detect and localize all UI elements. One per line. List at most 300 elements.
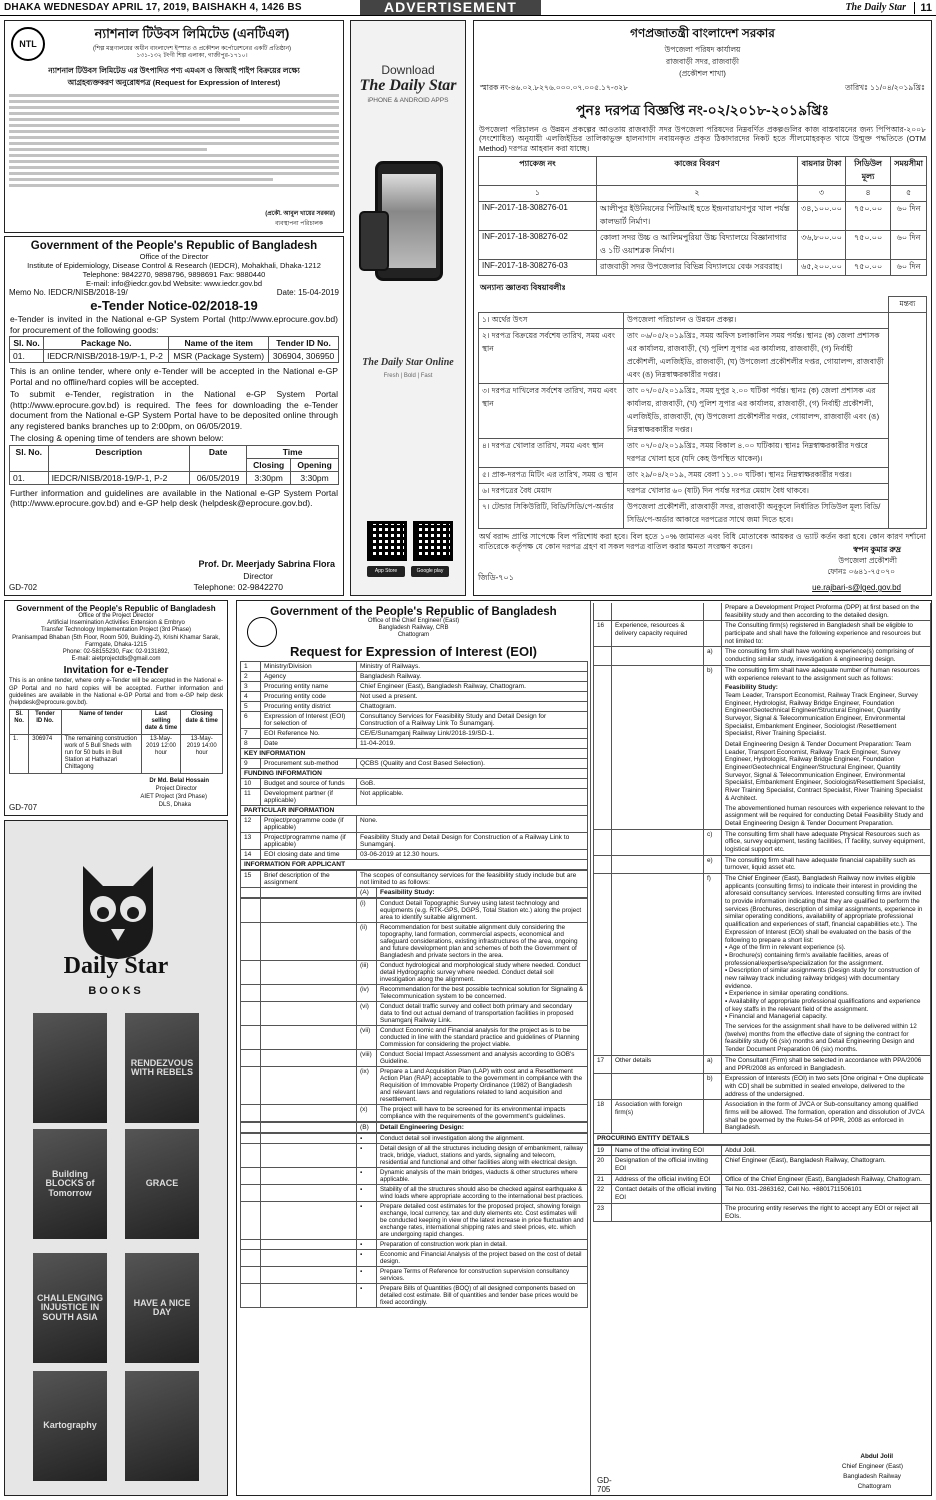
table-cell: Feasibility Study and Detail Design for Construction of a Railway Link to Sunamganj.	[357, 832, 588, 849]
ntl-signer-role: ব্যবস্থাপনা পরিচালক	[275, 220, 323, 227]
lged-intro: উপজেলা পরিচালন ও উন্নয়ন প্রকল্পের আওতায় রাজবাড়ী সদর উপজেলা পরিষদের নিম্নবর্ণিত প্রকল্পগুলির কাজ বাস্তবায়নের জন্য পিপিআর-২০০৮ (সংশোধিত) অনুযায়ী এলজিইডির তালিকাভুক্ত হালনাগাদ নবায়নকৃত প্রকৃত ঠিকাদারদের নিকট হতে সীলমোহরকৃত খামে উন্মুক্ত পদ্ধতিতে (OTM Method) দরপত্র আহবান করা যাচ্ছে।	[479, 125, 926, 153]
railway-eoi-ad: Government of the People's Republic of Bangladesh Office of the Chief Engineer (East) Bangladesh Railway, CRB Chattogram Request for Expression of Interest (EOI) 1 Ministry/Division Ministry of Railways. 2 Agency Bangladesh Railway. 3 Procuring entity name Chief Engineer (East), Bangladesh Railway, Chattogram. 4 Procuring entity code Not used a present. 5 Procuring entity district Chattogram. 6 Expression of Interest (EOI) for selection of Consultancy Services for Feasibility Study and Detail Design for Construction of a Railway Link To Sunamganj. 7 EOI Reference No. CE/E/Sunamganj Railway Link/2018-19/SD-1. 8 Date 11-04-2019. KEY INFORMATION 9 Procurement sub-method QCBS (Quality and Cost Based Selection). FUNDING INFORMATION 10 Budget and source of funds GoB. 11 Development partner (if applicable) Not applicable. PARTICULAR INFORMATION 12 Project/programme code (if applicable) None. 13 Project/programme name (if applicable) Feasibility Study and Detail Design for Construction of a Railway Link to Sunamganj. 14 EOI closing date and time 03-06-2019 at 12.30 hours. INFORMATION FOR APPLICANT 15 Brief description of the assignment The scopes of consultancy services for the feasibility study include but are not limited to as follows: (A) Feasibility Study: (i) Conduct Detail Topographic Survey using latest technology and equipments (e.g. RTK-GPS, DGPS, Total Station etc.) along the project area to identify suitable alignment. (ii) Recommendation for best suitable alignment duly considering the topography, land formation, commercial aspects, economical and safeguard considerations, existing infrastructures of the area, ongoing and future development plan and schemes of both the Government of Bangladesh and private sectors in the area. (iii) Conduct hydrological and morphological study where needed. Conduct detail Hydrographic survey where needed. Conduct detail soil investigation along the alignment. (iv) Recommendation for the best possible technical solution for Signaling & Telecommunication system to be concerned. (vi) Conduct detail traffic survey and collect both primary and secondary data to find out actual demand of transportation facilities in proposed Sunamganj Railway Link. (vii) Conduct Economic and Financial analysis for the project as is to be conducted in line with the standard practice and guidelines of Planning Commission for considering the project viable. (viii) Conduct Social Impact Assessment and analysis according to GOB's Guideline. (ix) Prepare a Land Acquisition Plan (LAP) with cost and a Resettlement Action Plan (RAP) acceptable to the government in compliance with the Requisition of Immovable Property Ordinance (1982) of Bangladesh and relevant laws and regulations related to land acquisition and resettlement. (x) The project will have to be screened for its environmental impacts compliance with the requirements of the government's guidelines. (B) Detail Engineering Design: ▪ Conduct detail soil investigation along the alignment. ▪ Detail design of all the structures including design of embankment, railway track, bridge, viaduct, stations and yards, signaling and telecom, residential and functional and other facilities along with electrical design. ▪ Dynamic analysis of the main bridges, viaducts & other structures where applicable. ▪ Stability of all the structures should also be checked against earthquake & wind loads where appropriate according to the international best practices. ▪ Prepare detailed cost estimates for the proposed project, showing foreign exchange, local currency, tax and duty elements etc. Cost estimates will be conducted keeping in view of the latest increase in price fluctuation and exchange rates, international shipping rates and steel prices, etc. which are undergoing rapid changes. ▪ Preparation of construction work plan in detail. ▪ Economic and Financial Analysis of the project based on the cost of detail design. ▪ Prepare Terms of Reference for construction supervision consultancy services. ▪ Prepare Bills of Quantities (BOQ) of all designed components based on detailed cost estimate. Bill of quantities and tender base prices would be fixed accordingly. GD-705 Prepare a Development Project Proforma (DPP) at first based on the feasibility study and then according to the detailed design. 16 Experience, resources & delivery capacity required The Consulting firm(s) registered in Bangladesh shall be eligible to participate and shall have the following experience and resources but not limited to: a) The consulting firm shall have working experience(s) comprising of conducting similar study, investigation & engineering design. b) The consulting firm shall have adequate number of human resources with experience relevant to the assignment such as follows: Feasibility Study: Team Leader, Transport Economist, Railway Track Engineer, Survey Engineer, Hydrologist, Railway Bridge Engineer, Foundation Engineer/Geotechnical Engineer/Structural Engineer, Quantity Surveyor, Signal & Telecommunication Engineer, Environmental Specialist, Embankment Engineer, Sociologist /Resettlement Specialist, River Training Specialist. Detail Engineering Design & Tender Document Preparation: Team Leader, Transport Economist, Railway Track Engineer, Survey Engineer, Hydrologist, Railway Bridge Engineer, Foundation Engineer/Geotechnical Engineer/Structural Engineer, Quantity Surveyor, Signal & Telecommunication Engineer, Environmental Specialist, Embankment Engineer, Sociologist/Resettlement Specialist, River Training Specialist, Contract Specialist, River Training Specialist & Architect. The abovementioned human resources with experience relevant to the assignment will be required for conducting Detail Feasibility Study and Detail Engineering Design & Tender Document Preparation. c) The consulting firm shall have adequate Physical Resources such as office, survey equipment, testing facilities, IT facility, survey equipment, logistical support etc. e) The consulting firm shall have adequate financial capability such as turnover, liquid asset etc. f) The Chief Engineer (East), Bangladesh Railway now invites eligible applicants (consulting firms) to indicate their interest in providing the aforesaid consultancy services. Interested consulting firms are invited to provide information indicating that they are qualified to perform the services (Brochures, description of similar assignments, experience in similar operating conditions, availability of appropriate professional qualification and experiences of staff, financial capabilities etc.). The Expression of Interest (EOI) shall be evaluated on the basis of the following to prepare a short list: ▪ Age of the firm in relevant experience (s). ▪ Brochure(s) containing firm's available facilities, areas of professional/expertise/specialization for the assignment. ▪ Description of similar assignments (Design study for construction of new railway track including railway bridges) with documentary evidence. ▪ Experience in similar operating conditions. ▪ Availability of appropriate professional qualifications and experience of key staffs in the relevant field of the assignment. ▪ Financial and Managerial capacity. The services for the assignment shall have to be delivered within 12 (twelve) months from the effective date of signing the contract for feasibility study 06 (six) months and Detail Engineering Design and Tender Document Preparation 06 (six) months. 17 Other details a) The Consultant (Firm) shall be selected in accordance with PPA/2006 and PPR/2008 as enforced in Bangladesh. b) Expression of Interests (EOI) in two sets [One original + One duplicate with CD] shall be submitted in sealed envelope, delivered to the address of the undersigned. 18 Association with foreign firm(s) Association in the form of JVCA or Sub-consultancy among qualified firms will be allowed. The formation, operation and dissolution of JVCA shall be governed by the Rules-54 of PPR, 2008 as enforced in Bangladesh. PROCURING ENTITY DETAILS 19 Name of the official inviting EOI Abdul Jolil. 20 Designation of the official inviting EOI Chief Engineer (East), Bangladesh Railway, Chattogram. 21 Address of the official inviting EOI Office of the Chief Engineer (East), Bangladesh Railway, Chattogram. 22 Contact details of the official inviting EOI Tel No. 031-2863162, Cell No. +8801711506101 23 The procuring entity reserves the right to accept any EOI or reject all EOIs. Abdul Jolil Chief Engineer (East) Bangladesh Railway Chattogram	[236, 600, 932, 1496]
table-cell: 306974	[29, 734, 61, 773]
table-cell: Project/programme name (if applicable)	[261, 832, 357, 849]
promo-online: The Daily Star Online	[362, 357, 454, 368]
lged-col: সিডিউল মূল্য	[845, 157, 890, 186]
aiet-line-4: Pranisampad Bhaban (5th Floor, Room 509, Building-2), Krishi Khamar Sarak, Farmgate, Dhaka-1215	[12, 634, 220, 648]
table-cell: ৭৫০.০০	[845, 202, 890, 231]
iedcr-institute: Institute of Epidemiology, Disease Control & Research (IEDCR), Mohakhali, Dhaka-1212	[27, 261, 321, 270]
iedcr-schedule-table	[9, 445, 339, 485]
table-cell: Conduct Economic and Financial analysis for the project as is to be conducted in line with the standard practice and guidelines of Planning Commission for considering the project viable.	[377, 1025, 588, 1049]
table-cell: (i)	[357, 898, 377, 922]
table-cell: ৬০ দিন	[891, 202, 927, 231]
table-cell: Prepare detailed cost estimates for the proposed project, showing foreign exchange, local currency, tax and duty elements etc. Cost estimates will be conducted keeping in view of the latest increase in price fluctuation and exchange rates, international shipping rates and steel prices, etc. which are undergoing rapid changes.	[377, 1201, 588, 1239]
table-cell: Agency	[261, 671, 357, 681]
list-item	[725, 1013, 927, 1021]
book-cover[interactable]: GRACE	[125, 1129, 199, 1239]
table-cell: 3:30pm	[291, 471, 339, 484]
table-cell: Not used a present.	[357, 691, 588, 701]
table-cell: Recommendation for the best possible technical solution for Signaling & Telecommunication system to be concerned.	[377, 984, 588, 1001]
eoi-r16b-de: Detail Engineering Design & Tender Document Preparation: Team Leader, Transport Economist, Railway Track Engineer, Survey Engineer, Hydrologist, Railway Bridge Engineer, Foundation Engineer/Geotechnical Engineer/Structural Engineer, Quantity Surveyor, Signal & Telecommunication Engineer, Environmental Specialist, Embankment Engineer, Sociologist/Resettlement Specialist, River Training Specialist, Contract Specialist, River Training Specialist & Architect.	[725, 741, 926, 802]
eoi-section-head: PARTICULAR INFORMATION	[241, 805, 588, 815]
table-row	[241, 691, 588, 701]
table-row	[241, 832, 588, 849]
table-cell: Budget and source of funds	[261, 778, 357, 788]
table-row	[479, 313, 927, 329]
table-row	[594, 1185, 931, 1203]
eoi-r16b: The consulting firm shall have adequate number of human resources with experience relevant to the assignment such as follows:	[725, 666, 920, 682]
table-row	[241, 1239, 588, 1249]
eoi-office-2: Bangladesh Railway, CRB	[378, 625, 449, 632]
table-cell: তাং ০৬/০৫/২০১৯খ্রিঃ, সময় অফিস চলাকালিন সময় পর্যন্ত। স্থানঃ (ক) জেলা প্রশাসক এর কার্যালয়, রাজবাড়ী, (খ) পুলিশ সুপার এর কার্যালয়, রাজবাড়ী, (গ) নির্বাহী প্রকৌশলী, এলজিইডি, রাজবাড়ী, (ঘ) উপজেলা প্রকৌশলীর দপ্তর, গোয়ালন্দ, রাজবাড়ী এবং (ঙ) নিম্নস্বাক্ষরকারীর দপ্তর।	[624, 329, 889, 384]
table-cell: Prepare a Land Acquisition Plan (LAP) with cost and a Resettlement Action Plan (RAP) acceptable to the government in compliance with the Requisition of Immovable Property Ordinance (1982) of Bangladesh and relevant laws and regulations related to land acquisition and resettlement.	[377, 1066, 588, 1104]
lged-info-table	[478, 296, 927, 529]
table-row	[479, 500, 927, 529]
table-cell: (x)	[357, 1104, 377, 1121]
eoi-role-3: Chattogram	[857, 1483, 891, 1491]
table-cell: Name of the official inviting EOI	[612, 1145, 722, 1156]
list-item	[725, 952, 927, 967]
promo-download: Download	[381, 63, 435, 77]
eoi-pe-head: PROCURING ENTITY DETAILS	[594, 1134, 931, 1145]
table-row	[241, 738, 588, 748]
table-cell: Conduct detail traffic survey and collect both primary and secondary data to find out actual demand of transportation facilities in proposed Sunamganj Railway Link.	[377, 1001, 588, 1025]
table-cell: রাজবাড়ী সদর উপজেলার বিভিন্ন বিদ্যালয়ে বেঞ্চ সরবরাহ।	[597, 260, 798, 276]
table-cell: 21	[594, 1174, 612, 1185]
list-item-text: Financial and Managerial capacity.	[729, 1013, 827, 1021]
table-cell: 13-May-2019 14:00 hour	[181, 734, 223, 773]
table-row	[10, 734, 223, 773]
table-row	[241, 1104, 588, 1121]
table-cell: ৫। প্রাক-দরপত্র মিটিং এর তারিখ, সময় ও স্থান	[479, 468, 624, 484]
aiet-table	[9, 709, 223, 774]
table-cell: Development partner (if applicable)	[261, 788, 357, 805]
table-row	[241, 748, 588, 758]
ntl-body-text	[5, 94, 343, 187]
iedcr-tender-ad	[4, 236, 344, 596]
table-cell: আলীপুর ইউনিয়নের পিটিআই হতে ইন্দ্রনারায়ণপুর খাল পর্যন্ত কালভার্ট নির্মাণ।	[597, 202, 798, 231]
table-row	[241, 661, 588, 671]
lged-col-num: ৩	[798, 186, 846, 202]
table-row	[594, 1203, 931, 1221]
eoi-r16f-end: The services for the assignment shall have to be delivered within 12 (twelve) months from the effective date of signing the contract for feasibility study 06 (six) months and Detail Engineering Design and Tender Document Preparation 06 (six) months.	[725, 1023, 917, 1054]
table-cell	[612, 1203, 722, 1221]
table-cell: 5	[241, 701, 261, 711]
table-row	[241, 922, 588, 960]
table-row	[241, 681, 588, 691]
table-cell: 01.	[10, 471, 49, 484]
iedcr-col-item: Name of the item	[169, 337, 269, 350]
table-cell: 20	[594, 1156, 612, 1174]
table-cell: ৭। টেন্ডার সিকিউরিটি, বিডি/সিডি/পে-অর্ডার	[479, 500, 624, 529]
aiet-role-1: Project Director	[155, 785, 197, 792]
table-cell: Address of the official inviting EOI	[612, 1174, 722, 1185]
aiet-gd-number: GD-707	[9, 803, 38, 813]
table-cell: 1.	[10, 734, 29, 773]
iedcr-col-sl: Sl. No.	[10, 337, 44, 350]
lged-signer-role: উপজেলা প্রকৌশলী	[838, 556, 897, 565]
iedcr-signer: Prof. Dr. Meerjady Sabrina Flora	[198, 559, 335, 569]
eoi-r-top: Prepare a Development Project Proforma (DPP) at first based on the feasibility study and then according to the detailed design.	[722, 603, 931, 621]
table-row	[241, 778, 588, 788]
table-cell: Conduct Social Impact Assessment and analysis according to GOB's Guideline.	[377, 1049, 588, 1066]
iedcr-intro: e-Tender is invited in the National e-GP System Portal (http://www.eprocure.gov.bd) for procurement of the following goods:	[10, 314, 338, 335]
table-row	[241, 1133, 588, 1143]
table-cell: 1	[241, 661, 261, 671]
lged-tel: ফোনঃ ০৬৪১-৭৫০৭০	[827, 567, 895, 576]
table-row	[241, 711, 588, 728]
iedcr-t2-date: Date	[190, 445, 247, 471]
aiet-role-3: DLS, Dhaka	[158, 801, 191, 808]
eoi-section-head: INFORMATION FOR APPLICANT	[241, 859, 588, 869]
lged-title: পুনঃ দরপত্র বিজ্ঞপ্তি নং-০২/২০১৮-২০১৯খ্রিঃ	[576, 102, 829, 118]
aiet-gov: Government of the People's Republic of Bangladesh	[16, 604, 216, 613]
table-cell: 10	[241, 778, 261, 788]
iedcr-email: E-mail: info@iedcr.gov.bd Website: www.iedcr.gov.bd	[85, 279, 263, 288]
aiet-line-3: Transfer Technology Implementation Project (3rd Phase)	[40, 627, 192, 634]
bullet-icon: ▪	[357, 1266, 377, 1283]
bullet-icon: ▪	[725, 951, 730, 959]
book-cover[interactable]: Kartography	[33, 1371, 107, 1481]
qr-code-icon[interactable]	[367, 521, 407, 561]
table-row	[479, 329, 927, 384]
lged-email-link[interactable]: ue.rajbari-s@lged.gov.bd	[812, 583, 901, 592]
table-cell: (viii)	[357, 1049, 377, 1066]
iedcr-t2-closing: Closing	[247, 458, 291, 471]
iedcr-t2-sl: Sl. No.	[10, 445, 49, 471]
qr-code-icon[interactable]	[413, 521, 453, 561]
table-cell: Conduct detail soil investigation along the alignment.	[377, 1133, 588, 1143]
table-cell: Procuring entity code	[261, 691, 357, 701]
eoi-r16b-end: The abovementioned human resources with experience relevant to the assignment will be required for conducting Detail Feasibility Study and Detail Engineering Design & Tender Document Preparation.	[725, 804, 925, 827]
table-row	[479, 260, 927, 276]
table-cell: 6	[241, 711, 261, 728]
book-cover[interactable]	[33, 1013, 107, 1123]
table-cell: Ministry/Division	[261, 661, 357, 671]
daily-star-books-ad	[4, 820, 228, 1496]
app-promo-ad	[350, 20, 466, 596]
list-item-text: Experience in similar operating conditions.	[729, 990, 849, 998]
aiet-signer: Dr Md. Belal Hossain	[149, 777, 209, 784]
table-cell: Procuring entity district	[261, 701, 357, 711]
table-cell: Abdul Jolil.	[722, 1145, 931, 1156]
bullet-icon: ▪	[725, 990, 730, 998]
iedcr-tel: Telephone: 9842270, 9898796, 9898691 Fax: 9880440	[82, 270, 266, 279]
bullet-icon: ▪	[357, 1143, 377, 1167]
bullet-icon: ▪	[357, 1239, 377, 1249]
eoi-r17b: Expression of Interests (EOI) in two sets [One original + One duplicate with CD] shall be submitted in sealed envelope, delivered to the address of the undersigned.	[722, 1074, 931, 1100]
table-cell: ৬০ দিন	[891, 260, 927, 276]
iedcr-phone: Telephone: 02-9842270	[193, 582, 283, 592]
table-row	[479, 202, 927, 231]
bullet-icon: ▪	[725, 1013, 730, 1021]
eoi-office-3: Chattogram	[397, 632, 430, 639]
table-cell: Chief Engineer (East), Bangladesh Railway, Chattogram.	[722, 1156, 931, 1174]
table-row	[241, 1266, 588, 1283]
lged-gov: গণপ্রজাতন্ত্রী বাংলাদেশ সরকার	[630, 26, 775, 40]
ntl-signer: (প্রকৌ. আবুল খায়ের সরকার)	[265, 210, 335, 217]
table-row	[594, 1156, 931, 1174]
aiet-line-1: Office of the Project Director	[78, 613, 154, 619]
table-cell: 22	[594, 1185, 612, 1203]
table-cell: Ministry of Railways.	[357, 661, 588, 671]
iedcr-para-4: Further information and guidelines are available in the National e-GP System Portal (http://www.eprocure.gov.bd) and e-GP help desk (helpdesk@eprocure.gov.bd).	[10, 487, 338, 509]
eoi-r17-label: Other details	[612, 1055, 704, 1073]
table-cell: Procurement sub-method	[261, 758, 357, 768]
ntl-ad	[4, 20, 344, 233]
list-item-text: Availability of appropriate professional qualifications and experience of key staffs in the relevant field of the assignment.	[725, 998, 921, 1013]
aiet-col: Tender ID No.	[29, 710, 61, 735]
ntl-title: ন্যাশনাল টিউবস লিমিটেড (এনটিএল)	[94, 26, 290, 41]
eoi-section-head: FUNDING INFORMATION	[241, 768, 588, 778]
table-cell: Tel No. 031-2863162, Cell No. +8801711506101	[722, 1185, 931, 1203]
issue-date: DHAKA WEDNESDAY APRIL 17, 2019, BAISHAKH 4, 1426 BS	[4, 2, 302, 13]
google-play-badge[interactable]: Google play	[411, 566, 449, 577]
eoi-section-head: KEY INFORMATION	[241, 748, 588, 758]
ntl-logo-icon: NTL	[11, 27, 45, 61]
table-cell: (ix)	[357, 1066, 377, 1104]
table-cell: ১। অর্থের উৎস	[479, 313, 624, 329]
table-cell: 8	[241, 738, 261, 748]
table-cell: ৩৪,১০০.০০	[798, 202, 846, 231]
table-cell: 4	[241, 691, 261, 701]
eoi-r16a: The consulting firm shall have working experience(s) comprising of conducting similar study, investigation & engineering design.	[722, 647, 931, 665]
lged-col: বায়নার টাকা	[798, 157, 846, 186]
eoi-scope-a-table	[240, 898, 588, 1122]
table-cell: Procuring entity name	[261, 681, 357, 691]
bullet-icon: ▪	[357, 1184, 377, 1201]
table-cell: EOI Reference No.	[261, 728, 357, 738]
lged-signer: স্বপন কুমার রুদ্র	[853, 545, 901, 554]
table-cell: Stability of all the structures should also be checked against earthquake & wind loads where appropriate according to the international best practices.	[377, 1184, 588, 1201]
table-cell: GoB.	[357, 778, 588, 788]
table-cell: 9	[241, 758, 261, 768]
aiet-intro: This is an online tender, where only e-Tender will be accepted in the National e-GP Portal and no hard copies will be accepted. Further information and guidelines are available in the National e-GP Portal and from e-GP help desk (helpdesk@eprocure.gov.bd).	[9, 678, 223, 706]
table-cell: The remaining construction work of 5 Bull Sheds with run for 50 bulls in Bull Station at Hathazari Chittagong	[61, 734, 141, 773]
table-cell: কোলা সদর উচ্চ ও আলিমপুরিয়া উচ্চ বিদ্যালয়ে বিজ্ঞানাগার ও ১টি ওয়াশব্লক নির্মাণ।	[597, 231, 798, 260]
eoi-r15-intro: The scopes of consultancy services for the feasibility study include but are not limited to as follows:	[357, 870, 588, 887]
aiet-role-2: AIET Project (3rd Phase)	[140, 793, 207, 800]
table-row	[241, 728, 588, 738]
page-number: 11	[914, 2, 932, 14]
aiet-line-2: Artificial Insemination Activities Extension & Embryo	[47, 620, 185, 627]
lged-tender-ad	[473, 20, 932, 596]
table-cell: তাং ০৭/০৫/২০১৯খ্রিঃ, সময় দুপুর ২.০০ ঘটিকা পর্যন্ত। স্থানঃ (ক) জেলা প্রশাসক এর কার্যালয়, রাজবাড়ী, (খ) পুলিশ সুপার এর কার্যালয়, রাজবাড়ী, (গ) নির্বাহী প্রকৌশলী, এলজিইডি, রাজবাড়ী, (ঘ) উপজেলা প্রকৌশলীর দপ্তর, গোয়ালন্দ, রাজবাড়ী এবং (ঙ) নিম্নস্বাক্ষরকারীর দপ্তর।	[624, 384, 889, 439]
table-cell: Chattogram.	[357, 701, 588, 711]
table-cell: Not applicable.	[357, 788, 588, 805]
iedcr-t2-desc: Description	[48, 445, 189, 471]
table-cell: 14	[241, 849, 261, 859]
lged-gd-number: জিডি-৭০১	[478, 573, 514, 582]
lged-footnote: অর্থ বরাদ্দ প্রাপ্তি সাপেক্ষে বিল পরিশোধ করা হবে। বিল হতে ১০% জামানত এবং বিধি মোতাবেক আয়কর ও ভ্যাট কর্তন করা হবে। কোন কারণ দর্শানো ব্যতিরেকে কর্তৃপক্ষ যে কোন দরপত্র গ্রহণ বা সকল দরপত্র বাতিল করার ক্ষমতা সংরক্ষণ করেন।	[479, 532, 926, 551]
table-cell: QCBS (Quality and Cost Based Selection).	[357, 758, 588, 768]
table-cell: The project will have to be screened for its environmental impacts compliance with the requirements of the government's guidelines.	[377, 1104, 588, 1121]
table-cell: (iii)	[357, 960, 377, 984]
table-cell: Conduct hydrological and morphological study where needed. Conduct detail Hydrographic survey where needed. Conduct detail soil investigation along the alignment.	[377, 960, 588, 984]
table-cell: INF-2017-18-308276-03	[479, 260, 597, 276]
table-cell: 06/05/2019	[190, 471, 247, 484]
app-store-badge[interactable]: App Store	[367, 566, 405, 577]
table-cell: Designation of the official inviting EOI	[612, 1156, 722, 1174]
lged-office-3: (প্রকৌশল শাখা)	[679, 69, 726, 78]
eoi-gd-number: GD-705	[597, 1475, 612, 1495]
aiet-col: Last selling date & time	[141, 710, 181, 735]
lged-ref: স্মারক নং-৪৬.০২.৮২৭৬.০০০.০৭.০০৫.১৭-৩২৮	[480, 83, 628, 92]
table-row	[241, 1184, 588, 1201]
table-cell: The procuring entity reserves the right to accept any EOI or reject all EOIs.	[722, 1203, 931, 1221]
table-cell: 3:30pm	[247, 471, 291, 484]
table-row	[10, 350, 339, 363]
lged-col-num: ১	[479, 186, 597, 202]
table-cell: Chief Engineer (East), Bangladesh Railway, Chattogram.	[357, 681, 588, 691]
table-cell: 306904, 306950	[269, 350, 339, 363]
ntl-address: ১৩১-১৩২ টংগী শিল্প এলাকা, গাজীপুর-১৭১০।	[136, 53, 248, 60]
table-cell: 23	[594, 1203, 612, 1221]
table-cell: 3	[241, 681, 261, 691]
promo-apps: iPHONE & ANDROID APPS	[367, 97, 449, 104]
table-row	[241, 984, 588, 1001]
promo-tag: Fresh | Bold | Fast	[383, 373, 433, 379]
eoi-signer: Abdul Jolil	[860, 1453, 893, 1461]
aiet-title: Invitation for e-Tender	[63, 665, 169, 677]
eoi-role-1: Chief Engineer (East)	[841, 1463, 903, 1471]
iedcr-t2-time: Time	[247, 445, 339, 458]
table-row	[479, 384, 927, 439]
book-cover[interactable]: RENDEZVOUS WITH REBELS	[125, 1013, 199, 1123]
bullet-icon: ▪	[357, 1283, 377, 1307]
table-cell: (iv)	[357, 984, 377, 1001]
promo-brand: The Daily Star	[359, 77, 457, 94]
table-cell: Expression of Interest (EOI) for selection of	[261, 711, 357, 728]
iedcr-t2-opening: Opening	[291, 458, 339, 471]
eoi-r18: Association in the form of JVCA or Sub-consultancy among qualified firms will be allowed. The formation, operation and dissolution of JVCA shall be governed by the Rules-54 of PPR, 2008 as enforced in Bangladesh.	[722, 1100, 931, 1134]
table-cell: Recommendation for best suitable alignment duly considering the topography, land formation, commercial aspects, economical and safeguard considerations, existing infrastructures of the area, ongoing and future development plan and schemes of both the Government of Bangladesh and private sectors in the area.	[377, 922, 588, 960]
book-cover[interactable]: Building BLOCKS of Tomorrow	[33, 1129, 107, 1239]
eoi-r16b-fs-head: Feasibility Study:	[725, 684, 778, 692]
table-cell: 19	[594, 1145, 612, 1156]
table-row	[594, 1145, 931, 1156]
books-brand: Daily Star	[63, 953, 169, 979]
table-row	[594, 1174, 931, 1185]
table-cell: ৭৫০.০০	[845, 260, 890, 276]
table-row	[241, 1025, 588, 1049]
table-cell: 13-May-2019 12:00 hour	[141, 734, 181, 773]
iedcr-para-1: This is an online tender, where only e-Tender will be accepted in the National e-GP Portal and no offline/hard copies will be accepted.	[10, 366, 338, 388]
eoi-pe-table	[593, 1145, 931, 1223]
table-cell: 7	[241, 728, 261, 738]
page-header	[0, 0, 936, 16]
table-cell: IEDCR/NISB/2018-19/P-1, P-2	[48, 471, 189, 484]
aiet-line-6: E-mail: aietprojectdls@gmail.com	[71, 656, 161, 663]
table-cell: ৩। দরপত্র দাখিলের সর্বশেষ তারিখ, সময় এবং স্থান	[479, 384, 624, 439]
table-cell: উপজেলা পরিচালন ও উন্নয়ন প্রকল্প।	[624, 313, 889, 329]
table-row	[241, 1167, 588, 1184]
eoi-r15-label: Brief description of the assignment	[261, 870, 357, 887]
iedcr-signer-role: Director	[243, 571, 273, 581]
eoi-scope-table: 15 Brief description of the assignment The scopes of consultancy services for the feasibility study include but are not limited to as follows: (A) Feasibility Study:	[240, 870, 588, 898]
table-row	[241, 805, 588, 815]
eoi-office-1: Office of the Chief Engineer (East)	[367, 618, 460, 624]
table-row	[241, 960, 588, 984]
table-cell: Bangladesh Railway.	[357, 671, 588, 681]
table-row	[241, 758, 588, 768]
table-cell: দরপত্র খোলার ৬০ (ষাট) দিন পর্যন্ত দরপত্র মেয়াদ বৈধ থাকবে।	[624, 484, 889, 500]
lged-remark: মন্তব্য	[889, 297, 927, 313]
table-row	[241, 898, 588, 922]
eoi-scope-b-head: Detail Engineering Design:	[377, 1122, 588, 1132]
table-cell: ৭৫০.০০	[845, 231, 890, 260]
table-cell: ৪। দরপত্র খোলার তারিখ, সময় এবং স্থান	[479, 439, 624, 468]
bullet-icon: ▪	[725, 967, 730, 975]
eoi-role-2: Bangladesh Railway	[843, 1473, 901, 1481]
lged-office-1: উপজেলা পরিষদ কার্যালয়	[664, 45, 741, 54]
table-cell: Prepare Terms of Reference for construction supervision consultancy services.	[377, 1266, 588, 1283]
eoi-r18-label: Association with foreign firm(s)	[612, 1100, 704, 1134]
list-item-text: Brochure(s) containing firm's available facilities, areas of professional/expertise/specialization for the assignment.	[725, 951, 889, 967]
iedcr-gd-number: GD-702	[9, 583, 38, 592]
table-cell: Project/programme code (if applicable)	[261, 815, 357, 832]
table-row	[241, 1049, 588, 1066]
table-cell: CE/E/Sunamganj Railway Link/2018-19/SD-1.	[357, 728, 588, 738]
table-row	[241, 768, 588, 778]
eoi-r16-label: Experience, resources & delivery capacity required	[612, 621, 704, 647]
table-cell: (vi)	[357, 1001, 377, 1025]
iedcr-memo-date: Date: 15-04-2019	[276, 288, 339, 297]
table-cell: 01.	[10, 350, 44, 363]
lged-col-num: ২	[597, 186, 798, 202]
bullet-icon: ▪	[357, 1201, 377, 1239]
table-cell: 11-04-2019.	[357, 738, 588, 748]
paper-logo: The Daily Star	[845, 2, 906, 13]
lged-col-num: ৫	[891, 186, 927, 202]
eoi-r16e: The consulting firm shall have adequate financial capability such as turnover, liquid asset etc.	[722, 855, 931, 873]
table-cell: তাং ০৭/০৫/২০১৯খ্রিঃ, সময় বিকাল ৪.০০ ঘটিকায়। স্থানঃ নিম্নস্বাক্ষরকারীর দপ্তরে দরপত্র খোলা হবে (যদি কেহ উপস্থিত থাকেন)।	[624, 439, 889, 468]
lged-date: তারিখঃ ১১/০৪/২০১৯খ্রিঃ	[845, 83, 925, 92]
table-cell: EOI closing date and time	[261, 849, 357, 859]
iedcr-col-package: Package No.	[44, 337, 169, 350]
gov-seal-icon	[247, 617, 277, 647]
table-row	[241, 1001, 588, 1025]
table-cell: উপজেলা প্রকৌশলী, রাজবাড়ী সদর, রাজবাড়ী অনুকূলে নির্ধারিত সিডিউল মূল্য বিডি/সিডি/পে-অর্ডার আকারে দরপত্রের সাথে জমা দিতে হবে।	[624, 500, 889, 529]
bullet-icon: ▪	[357, 1167, 377, 1184]
table-cell: 13	[241, 832, 261, 849]
table-cell: ২। দরপত্র বিক্রয়ের সর্বশেষ তারিখ, সময় এবং স্থান	[479, 329, 624, 384]
bullet-icon: ▪	[725, 998, 729, 1005]
book-cover[interactable]: HAVE A NICE DAY	[125, 1253, 199, 1363]
ntl-heading: ন্যাশনাল টিউবস লিমিটেড এর উৎপাদিত পণ্য এমএস ও জিআই পাইপ বিক্রয়ের লক্ষ্যে	[48, 66, 300, 76]
table-cell: ৬। দরপত্রের বৈধ মেয়াদ	[479, 484, 624, 500]
book-cover[interactable]: CHALLENGING INJUSTICE IN SOUTH ASIA	[33, 1253, 107, 1363]
books-sub: BOOKS	[88, 985, 144, 997]
table-cell: Conduct Detail Topographic Survey using latest technology and equipments (e.g. RTK-GPS, DGPS, Total Station etc.) along the project area to identify suitable alignment.	[377, 898, 588, 922]
eoi-gov: Government of the People's Republic of Bangladesh	[270, 606, 557, 618]
lged-col: প্যাকেজ নং	[479, 157, 597, 186]
lged-other-heading: অন্যান্য জ্ঞাতব্য বিষয়াবলীঃ	[480, 283, 566, 293]
book-cover[interactable]	[125, 1371, 199, 1481]
table-cell: Dynamic analysis of the main bridges, viaducts & other structures where applicable.	[377, 1167, 588, 1184]
table-row	[241, 701, 588, 711]
lged-package-table	[478, 156, 927, 276]
eoi-r17a: The Consultant (Firm) shall be selected in accordance with PPA/2006 and PPR/2008 as enforced in Bangladesh.	[722, 1055, 931, 1073]
aiet-line-5: Phone: 02-58155230, Fax: 02-9131892,	[62, 648, 170, 655]
aiet-col: Closing date & time	[181, 710, 223, 735]
lged-col: কাজের বিবরণ	[597, 157, 798, 186]
table-row	[479, 439, 927, 468]
table-cell: তাং ২৯/০৪/২০১৯, সময় বেলা ১১.০০ ঘটিকা। স্থানঃ নিম্নস্বাক্ষরকারীর দপ্তর।	[624, 468, 889, 484]
table-cell: Date	[261, 738, 357, 748]
table-row	[241, 815, 588, 832]
